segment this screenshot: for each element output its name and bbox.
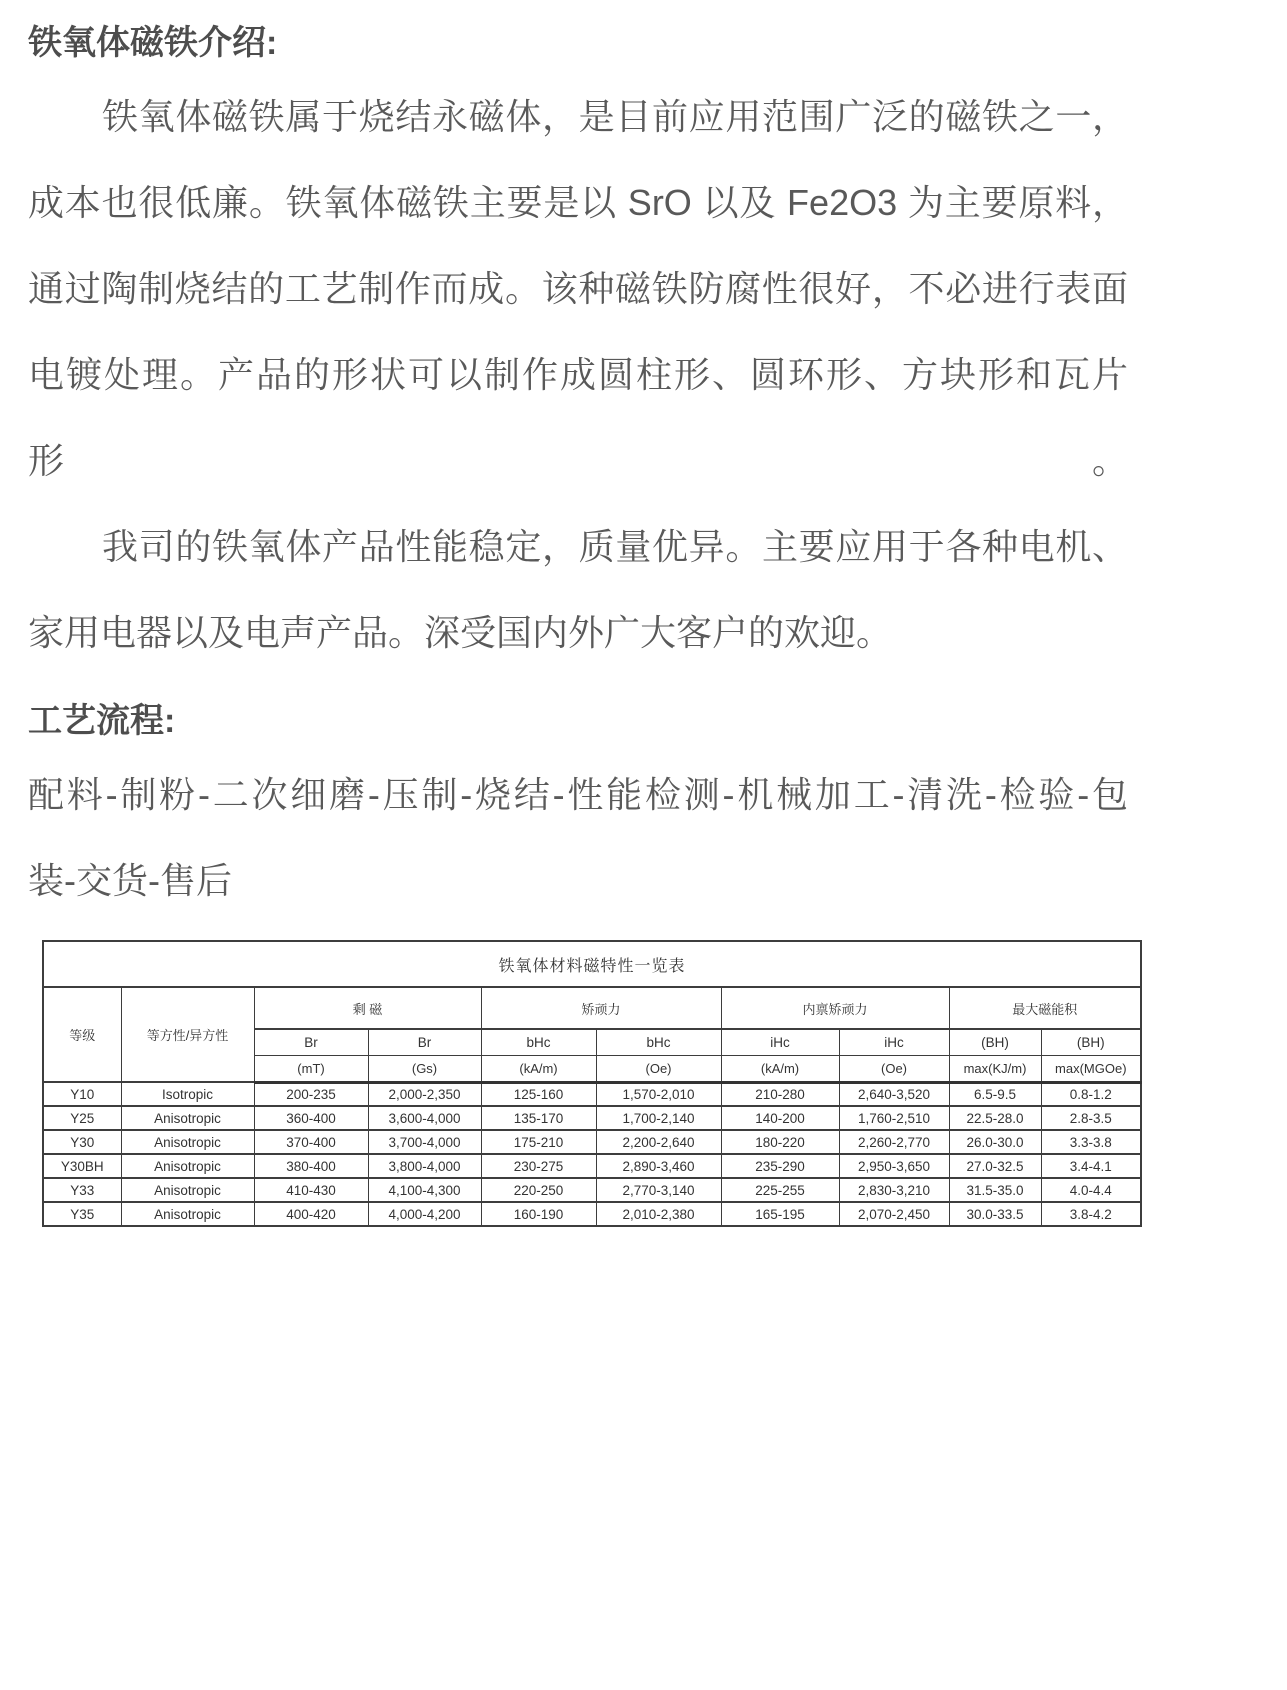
table-cell: 3,800-4,000 [368, 1154, 481, 1178]
table-cell: 370-400 [254, 1130, 368, 1154]
table-cell: 380-400 [254, 1154, 368, 1178]
table-cell: 225-255 [721, 1178, 839, 1202]
table-cell: 410-430 [254, 1178, 368, 1202]
text-line: 我司的铁氧体产品性能稳定，质量优异。主要应用于各种电机、 [102, 526, 1128, 567]
table-cell: 2,260-2,770 [839, 1130, 949, 1154]
unit-gs: (Gs) [368, 1055, 481, 1082]
table-row [43, 1154, 1141, 1178]
table-cell: 30.0-33.5 [949, 1202, 1041, 1226]
process-paragraph [28, 752, 1128, 924]
table-row [43, 1178, 1141, 1202]
unit-kam-1: (kA/m) [481, 1055, 596, 1082]
table-cell: 26.0-30.0 [949, 1130, 1041, 1154]
table-cell: Anisotropic [121, 1130, 254, 1154]
table-cell: 220-250 [481, 1178, 596, 1202]
text-line: 通过陶制烧结的工艺制作而成。该种磁铁防腐性很好，不必进行表面 [28, 268, 1128, 309]
table-cell: 140-200 [721, 1106, 839, 1130]
table-cell: 210-280 [721, 1082, 839, 1106]
table-cell: 27.0-32.5 [949, 1154, 1041, 1178]
text-line: 家用电器以及电声产品。深受国内外广大客户的欢迎。 [28, 612, 893, 653]
text-line: 配料-制粉-二次细磨-压制-烧结-性能检测-机械加工-清洗-检验-包 [28, 774, 1128, 815]
table-cell: 22.5-28.0 [949, 1106, 1041, 1130]
table-cell: Y10 [43, 1082, 121, 1106]
intro-paragraph-1 [28, 74, 1128, 504]
table-cell: Anisotropic [121, 1202, 254, 1226]
table-cell: 3.3-3.8 [1041, 1130, 1141, 1154]
intro-heading: 铁氧体磁铁介绍: [28, 24, 278, 62]
table-cell: 2,830-3,210 [839, 1178, 949, 1202]
table-row [43, 1106, 1141, 1130]
text-line: 电镀处理。产品的形状可以制作成圆柱形、圆环形、方块形和瓦片形。 [28, 354, 1128, 481]
table-cell: 175-210 [481, 1130, 596, 1154]
header-sub-bh-kj: (BH) [949, 1029, 1041, 1055]
table-cell: 165-195 [721, 1202, 839, 1226]
unit-oe-1: (Oe) [596, 1055, 721, 1082]
table-cell: 230-275 [481, 1154, 596, 1178]
table-row [43, 1130, 1141, 1154]
table-cell: 2,950-3,650 [839, 1154, 949, 1178]
header-sub-ihc-oe: iHc [839, 1029, 949, 1055]
header-sub-bhc-ka: bHc [481, 1029, 596, 1055]
ferrite-spec-table [42, 940, 1142, 1227]
text-line: 铁氧体磁铁属于烧结永磁体，是目前应用范围广泛的磁铁之一， [102, 96, 1128, 137]
table-row [43, 1082, 1141, 1106]
header-sub-br-gs: Br [368, 1029, 481, 1055]
header-sub-br-mt: Br [254, 1029, 368, 1055]
table-cell: 4,100-4,300 [368, 1178, 481, 1202]
table-cell: 2,070-2,450 [839, 1202, 949, 1226]
intro-paragraph-2 [28, 504, 1128, 676]
table-cell: Isotropic [121, 1082, 254, 1106]
table-cell: Y33 [43, 1178, 121, 1202]
header-sub-bhc-oe: bHc [596, 1029, 721, 1055]
unit-kam-2: (kA/m) [721, 1055, 839, 1082]
table-title: 铁氧体材料磁特性一览表 [43, 941, 1141, 987]
header-group-coercivity: 矫顽力 [481, 987, 721, 1029]
unit-max-kjm: max(KJ/m) [949, 1055, 1041, 1082]
table-row [43, 1202, 1141, 1226]
table-cell: 200-235 [254, 1082, 368, 1106]
table-cell: 3,600-4,000 [368, 1106, 481, 1130]
unit-oe-2: (Oe) [839, 1055, 949, 1082]
table-cell: Y35 [43, 1202, 121, 1226]
header-sub-ihc-ka: iHc [721, 1029, 839, 1055]
table-group-header-row [43, 987, 1141, 1029]
table-cell: 3.4-4.1 [1041, 1154, 1141, 1178]
text-line: 成本也很低廉。铁氧体磁铁主要是以 SrO 以及 Fe2O3 为主要原料， [28, 182, 1128, 223]
header-grade: 等级 [43, 987, 121, 1082]
header-sub-bh-mgoe: (BH) [1041, 1029, 1141, 1055]
table-cell: Anisotropic [121, 1106, 254, 1130]
table-body [43, 1082, 1141, 1226]
table-cell: 3,700-4,000 [368, 1130, 481, 1154]
table-cell: 160-190 [481, 1202, 596, 1226]
process-heading: 工艺流程: [28, 702, 176, 740]
table-cell: Anisotropic [121, 1178, 254, 1202]
table-cell: 180-220 [721, 1130, 839, 1154]
table-cell: 2,200-2,640 [596, 1130, 721, 1154]
text-line: 装-交货-售后 [28, 860, 232, 901]
spec-table-wrapper [42, 940, 1128, 1227]
table-cell: 4,000-4,200 [368, 1202, 481, 1226]
unit-mt: (mT) [254, 1055, 368, 1082]
table-cell: 400-420 [254, 1202, 368, 1226]
table-cell: Y30 [43, 1130, 121, 1154]
table-cell: 3.8-4.2 [1041, 1202, 1141, 1226]
table-cell: Y30BH [43, 1154, 121, 1178]
table-cell: 4.0-4.4 [1041, 1178, 1141, 1202]
table-cell: 2,010-2,380 [596, 1202, 721, 1226]
header-isotropy: 等方性/异方性 [121, 987, 254, 1082]
header-group-max-energy-product: 最大磁能积 [949, 987, 1141, 1029]
table-cell: 135-170 [481, 1106, 596, 1130]
table-cell: 360-400 [254, 1106, 368, 1130]
document-content [28, 12, 1128, 1227]
table-cell: Y25 [43, 1106, 121, 1130]
table-cell: 1,570-2,010 [596, 1082, 721, 1106]
table-cell: Anisotropic [121, 1154, 254, 1178]
table-title-row [43, 941, 1141, 987]
table-cell: 1,700-2,140 [596, 1106, 721, 1130]
table-cell: 2,000-2,350 [368, 1082, 481, 1106]
table-cell: 2.8-3.5 [1041, 1106, 1141, 1130]
table-cell: 0.8-1.2 [1041, 1082, 1141, 1106]
table-cell: 2,770-3,140 [596, 1178, 721, 1202]
table-cell: 1,760-2,510 [839, 1106, 949, 1130]
table-cell: 125-160 [481, 1082, 596, 1106]
table-cell: 2,640-3,520 [839, 1082, 949, 1106]
table-cell: 6.5-9.5 [949, 1082, 1041, 1106]
header-group-intrinsic-coercivity: 内禀矫顽力 [721, 987, 949, 1029]
table-cell: 31.5-35.0 [949, 1178, 1041, 1202]
header-group-remanence: 剩 磁 [254, 987, 481, 1029]
table-cell: 2,890-3,460 [596, 1154, 721, 1178]
table-cell: 235-290 [721, 1154, 839, 1178]
unit-max-mgoe: max(MGOe) [1041, 1055, 1141, 1082]
